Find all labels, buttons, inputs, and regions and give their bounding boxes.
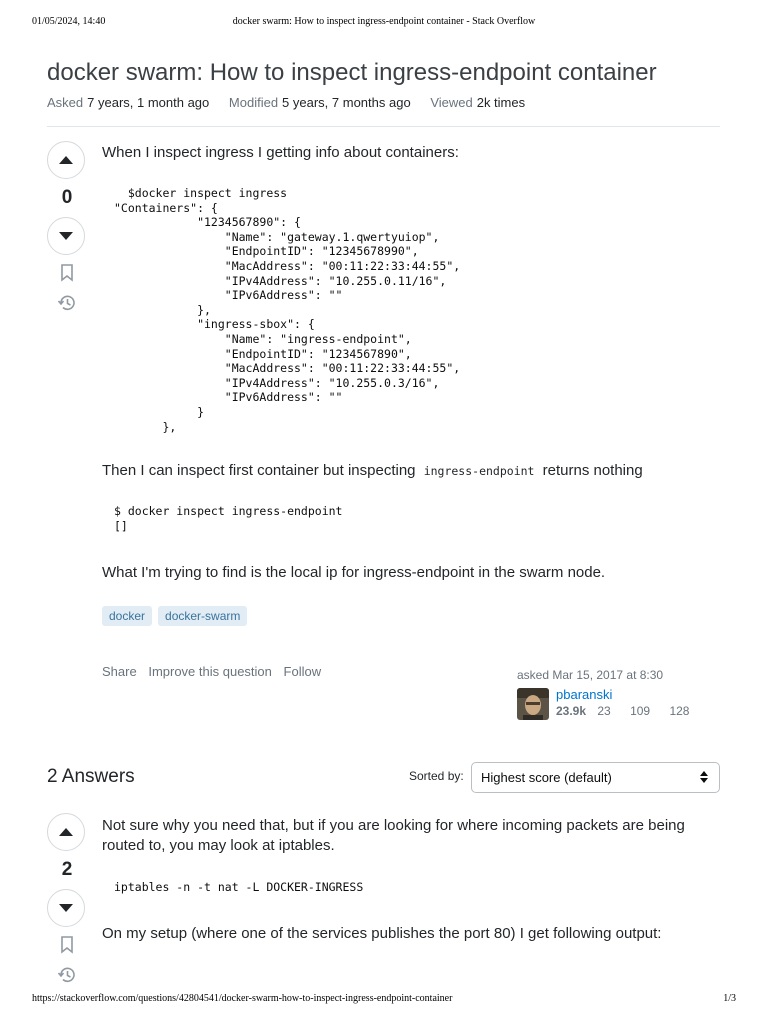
select-arrows-icon [699, 770, 709, 784]
answer-text: On my setup (where one of the services publishes the port 80) I get following output: [102, 925, 662, 942]
timeline-button[interactable] [47, 291, 87, 315]
tag-docker[interactable]: docker [102, 606, 152, 626]
bookmark-button[interactable] [47, 261, 87, 285]
arrow-up-icon [58, 827, 74, 837]
tag-list [102, 606, 247, 626]
post-actions [102, 664, 329, 679]
answer-paragraph-2 [102, 924, 712, 944]
asked-label: Asked [47, 95, 84, 110]
question-paragraph-3 [102, 563, 712, 583]
inline-code: ingress-endpoint [423, 464, 535, 478]
answer-timeline-button[interactable] [47, 963, 87, 987]
user-stats [556, 704, 689, 718]
sort-select[interactable] [471, 762, 720, 793]
arrow-down-icon [58, 903, 74, 913]
print-page-number: 1/3 [723, 993, 736, 1004]
code-block-inspect-endpoint: $ docker inspect ingress-endpoint [] [114, 504, 343, 533]
silver-badges: 109 [630, 704, 651, 718]
sort-selected-value: Highest score (default) [481, 770, 612, 785]
print-header [32, 16, 736, 30]
avatar[interactable] [517, 688, 549, 720]
answer-bookmark-button[interactable] [47, 933, 87, 957]
history-icon [57, 293, 77, 313]
text: Then I can inspect first container but inspecting [102, 462, 420, 479]
question-title[interactable]: docker swarm: How to inspect ingress-endpoint container [47, 59, 657, 86]
answer-downvote-button[interactable] [47, 889, 85, 927]
question-vote-column [47, 141, 87, 315]
question-text: What I'm trying to find is the local ip for ingress-endpoint in the swarm node. [102, 564, 606, 581]
follow-link[interactable]: Follow [283, 664, 322, 679]
modified-label: Modified [228, 95, 279, 110]
question-score: 0 [61, 187, 73, 208]
history-icon [57, 965, 77, 985]
user-avatar-image [517, 688, 549, 720]
answers-heading: 2 Answers [47, 766, 135, 787]
viewed-label: Viewed [430, 95, 473, 110]
print-date: 01/05/2024, 14:40 [32, 16, 106, 27]
asked-value: 7 years, 1 month ago [87, 95, 210, 110]
print-footer [32, 993, 736, 1007]
question-paragraph-1 [102, 143, 712, 163]
question-text: When I inspect ingress I getting info about containers: [102, 144, 459, 161]
share-link[interactable]: Share [102, 664, 137, 679]
tag-docker-swarm[interactable]: docker-swarm [158, 606, 247, 626]
reputation-score: 23.9k [556, 704, 587, 718]
user-name-link[interactable]: pbaranski [556, 687, 613, 702]
asked-timestamp: asked Mar 15, 2017 at 8:30 [517, 668, 664, 682]
print-page-title: docker swarm: How to inspect ingress-endpoint container - Stack Overflow [232, 16, 536, 27]
answer-vote-column [47, 813, 87, 987]
arrow-down-icon [58, 231, 74, 241]
upvote-button[interactable] [47, 141, 85, 179]
sort-label: Sorted by: [409, 769, 464, 783]
viewed-value: 2k times [476, 95, 526, 110]
title-divider [47, 126, 720, 127]
question-meta [47, 95, 541, 110]
print-url: https://stackoverflow.com/questions/42804541/docker-swarm-how-to-inspect-ingress-endpoint-container [32, 993, 453, 1004]
bronze-badges: 128 [669, 704, 690, 718]
bookmark-icon [60, 936, 74, 954]
code-block-inspect-ingress: $docker inspect ingress "Containers": { "1234567890": { "Name": "gateway.1.qwertyuiop", "EndpointID": "12345678990", "MacAddress": "00:11:22:33:44:55", "IPv4Address": "10.255.0.11/16", "IPv6Address": "" }, "ingress-sbox": { "Name": "ingress-endpoint", "EndpointID": "1234567890", "MacAddress": "00:11:22:33:44:55", "IPv4Address": "10.255.0.3/16", "IPv6Address": "" } }, [114, 186, 461, 434]
code-block-iptables: iptables -n -t nat -L DOCKER-INGRESS [114, 880, 364, 894]
answer-score: 2 [61, 859, 73, 880]
text: returns nothing [538, 462, 643, 479]
arrow-up-icon [58, 155, 74, 165]
answer-upvote-button[interactable] [47, 813, 85, 851]
answer-text: Not sure why you need that, but if you are looking for where incoming packets are being routed to, you may look at iptables. [102, 817, 685, 854]
answer-paragraph-1 [102, 816, 712, 856]
gold-badges: 23 [597, 704, 611, 718]
modified-value[interactable]: 5 years, 7 months ago [282, 95, 411, 110]
downvote-button[interactable] [47, 217, 85, 255]
improve-question-link[interactable]: Improve this question [148, 664, 272, 679]
question-paragraph-2 [102, 461, 712, 481]
bookmark-icon [60, 264, 74, 282]
